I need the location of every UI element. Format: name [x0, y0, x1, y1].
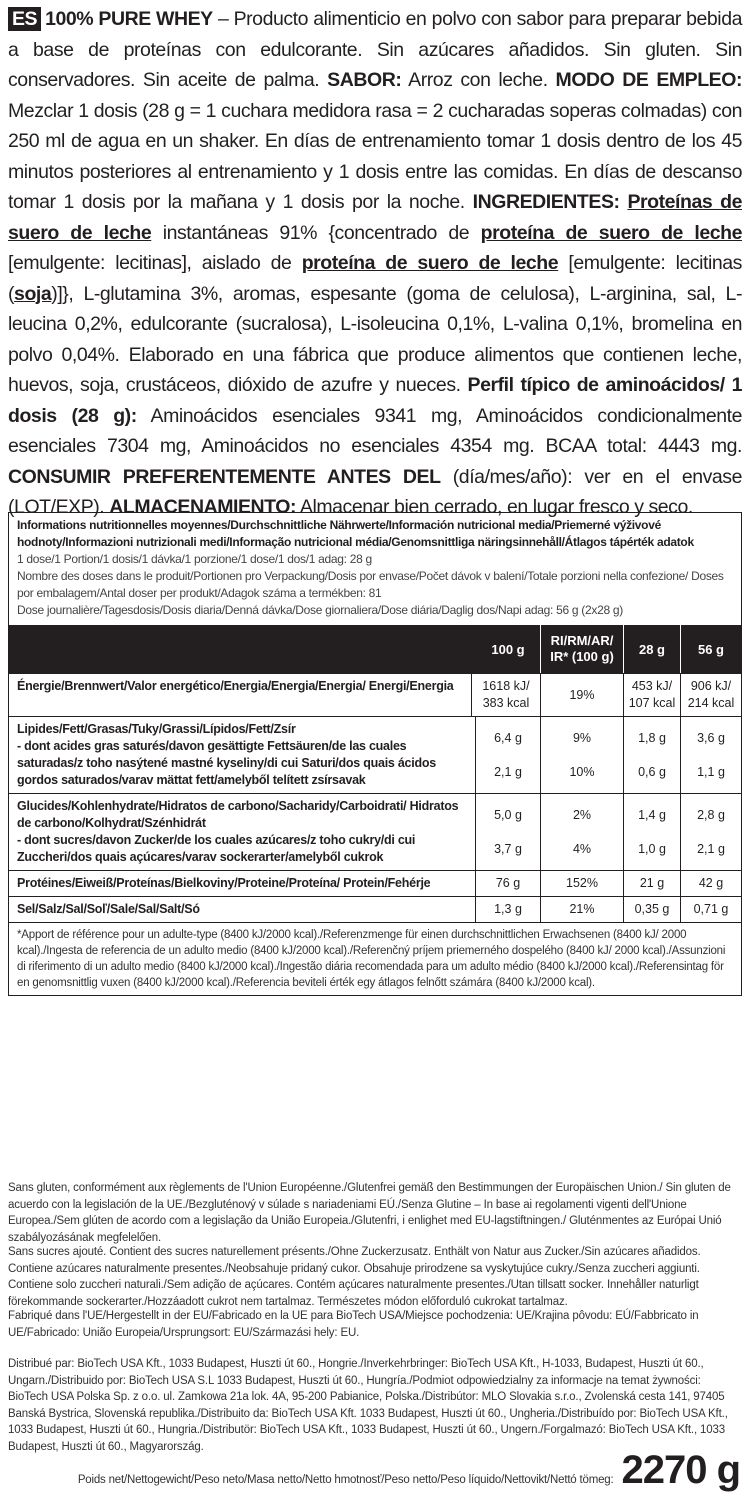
row-label: Protéines/Eiweiß/Proteínas/Bielkoviny/Proteine/Proteína/ Protein/Fehérje	[17, 876, 431, 890]
gluten-statement: Sans gluten, conformément aux règlements de l'Union Européenne./Glutenfrei gemäß den Bestimmungen der Europäischen Union./ Sin gluten de acuerdo con la legislación de la UE./Bezgluténový v súlade s nariadeniami EÚ./Senza Glutine – In base ai regolamenti vigenti dell'Unione Europea./Sem glúten de acordo com a legislação da União Europeia./Glutenfri, i enlighet med EU-lagstiftningen./ Gluténmentes az Európai Unió szabályozásának megfelelően.	[8, 1182, 731, 1244]
cell-sub-value: 2,1 g	[494, 764, 522, 779]
cell-ri	[541, 794, 624, 870]
usage-label: MODO DE EMPLEO:	[555, 69, 743, 91]
language-tag: ES	[8, 7, 41, 31]
best-before-text: (día/mes/año): ver en el envase (LOT/EXP).	[8, 465, 742, 518]
cell-sub-value: 10%	[569, 764, 595, 779]
cell-56g	[681, 794, 741, 870]
cell-ri: 152%	[541, 871, 624, 896]
cell-ri	[541, 717, 624, 793]
cell-28g	[624, 794, 681, 870]
daily-dose-info: Dose journalière/Tagesdosis/Dosis diaria/Denná dávka/Dose giornaliera/Dose diária/Daglig dos/Napi adag: 56 g (2x28 g)	[17, 603, 623, 617]
storage-text: Almacenar bien cerrado, en lugar fresco y seco.	[296, 496, 693, 518]
cell-100g	[475, 794, 541, 870]
product-description: – Producto alimenticio en polvo con sabor para preparar bebida a base de proteínas con edulcorante. Sin azúcares añadidos. Sin gluten. Sin conservadores. Sin aceite de palma.	[8, 8, 742, 91]
col-56g-header: 56 g	[697, 641, 724, 657]
usage-text: Mezclar 1 dosis (28 g = 1 cuchara medidora rasa = 2 cucharadas soperas colmadas) con 250 ml de agua en un shaker. En días de entrenamiento tomar 1 dosis dentro de los 45 minutos posteriores al entrenamiento y 1 dosis entre las comidas. En días de descanso tomar 1 dosis por la mañana y 1 dosis por la noche.	[8, 99, 742, 213]
ingredients-text-1: instantáneas 91% {concentrado de	[151, 221, 481, 244]
table-row-fat	[9, 716, 741, 793]
allergen-whey-1: Proteínas de suero de leche	[8, 191, 743, 244]
cell-100g	[475, 717, 541, 793]
amino-text: Aminoácidos esenciales 9341 mg, Aminoácidos condicionalmente esenciales 7304 mg, Aminoácidos no esenciales 4354 mg. BCAA total: 4443 mg.	[8, 404, 742, 457]
allergen-whey-2: proteína de suero de leche	[480, 221, 743, 244]
distributor-statement: Distribué par: BioTech USA Kft., 1033 Budapest, Huszti út 60., Hongrie./Inverkehrbringer: BioTech USA Kft., H-1033, Budapest, Huszti út 60., Ungarn./Distribuido por: BioTech USA S.L 1033 Budapest, Huszti út 60., Hungría./Podmiot odpowiedzialny za informacje na temat żywności: BioTech USA Polska Sp. z o.o. ul. Zamkowa 21a lok. 4A, 95-200 Pabianice, Polska./Distribútor: MLO Slovakia s.r.o., Zvolenská cesta 141, 97405 Banská Bystrica, Slovenská republika./Distribuito da: BioTech USA Kft. 1033 Budapest, Huszti út 60., Ungheria./Distribuído por: BioTech USA Kft., 1033 Budapest, Huszti út 60., Hungria./Distributör: BioTech USA Kft., 1033 Budapest, Huszti út 60., Ungern./Forgalmazó: BioTech USA Kft., 1033 Budapest, Huszti út 60., Magyarország.	[8, 1358, 728, 1453]
cell-56g: 42 g	[698, 876, 724, 890]
row-label-group	[9, 717, 475, 793]
reference-intake-footnote: *Apport de référence pour un adulte-type (8400 kJ/2000 kcal)./Referenzmenge für einen durchschnittlichen Erwachsenen (8400 kJ/ 2000 kcal)./Ingesta de referencia de un adulto medio (8400 kJ/2000 kcal)./Referenčný príjem priemerného dospelého (8400 kJ/ 2000 kcal)./Assunzioni di riferimento di un adulto medio (8400 kJ/2000 kcal)./Ingestão diária recomendada para um adulto médio (8400 kJ/2000 kcal)./Referensintag för en genomsnittlig vuxen (8400 kJ/2000 kcal)./Referencia beviteli érték egy átlagos felnőtt számára (8400 kJ/2000 kcal).	[9, 922, 741, 995]
table-row-carbs	[9, 793, 741, 870]
ingredients-label: INGREDIENTES:	[472, 191, 620, 213]
sugar-statement: Sans sucres ajouté. Contient des sucres naturellement présents./Ohne Zuckerzusatz. Enthält von Natur aus Zucker./Sin azúcares añadidos. Contiene azúcares naturalmente presentes./Neobsahuje pridaný cukor. Obsahuje prirodzene sa vyskytujúce cukry./Senza zuccheri aggiunti. Contiene solo zuccheri naturali./Sem adição de açúcares. Contém açúcares naturalmente presentes./Utan tillsatt socker. Innehåller naturligt förekommande sockerarter./Hozzáadott cukrot nem tartalmaz. Természetes módon előforduló cukrokat tartalmaz.	[8, 1246, 701, 1308]
row-label-group	[9, 794, 475, 870]
cell-sub-value: 3,7 g	[494, 841, 522, 856]
cell-value: 2%	[572, 807, 592, 822]
table-column-headers	[9, 625, 741, 673]
net-weight	[78, 1448, 740, 1493]
allergen-soy: soja	[14, 282, 52, 305]
ingredients-text-2: [emulgente: lecitinas], aislado de	[8, 252, 302, 274]
spanish-description	[8, 4, 742, 523]
cell-sub-value: 2,1 g	[697, 841, 725, 856]
product-name: 100% PURE WHEY	[45, 8, 213, 30]
cell-value: 1,8 g	[638, 730, 666, 745]
table-row-energy	[9, 673, 741, 716]
flavor-label: SABOR:	[327, 69, 402, 91]
dose-info: 1 dose/1 Portion/1 dosis/1 dávka/1 porzione/1 dose/1 dos/1 adag: 28 g	[17, 552, 372, 566]
cell-value: 3,6 g	[697, 730, 725, 745]
amino-label: Perfil típico de aminoácidos/ 1 dosis (28 g):	[8, 374, 742, 427]
cell-sub-value: 4%	[572, 841, 592, 856]
cell-ri: 21%	[541, 897, 624, 922]
cell-ri: 19%	[541, 674, 624, 716]
origin-statement: Fabriqué dans l'UE/Hergestellt in der EU/Fabricado en la UE para BioTech USA/Miejsce pochodzenia: UE/Krajina pôvodu: EÚ/Fabbricato in UE/Fabricado: União Europeia/Ursprungsort: EU/Származási hely: EU.	[8, 1310, 699, 1339]
row-label: Sel/Salz/Sal/Soľ/Sale/Sal/Salt/Só	[17, 902, 200, 916]
table-row-protein	[9, 870, 741, 896]
flavor-value: Arroz con leche.	[401, 69, 556, 91]
cell-value: 9%	[572, 730, 592, 745]
allergen-whey-3: proteína de suero de leche	[301, 252, 559, 274]
row-label: Énergie/Brennwert/Valor energético/Energia/Energia/Energia/ Energi/Energia	[17, 679, 454, 693]
cell-sub-value: 1,0 g	[638, 841, 666, 856]
cell-56g: 906 kJ/ 214 kcal	[687, 679, 735, 710]
cell-100g: 1618 kJ/ 383 kcal	[471, 674, 541, 716]
cell-28g: 21 g	[624, 871, 681, 896]
cell-100g: 76 g	[475, 871, 541, 896]
cell-sub-value: 1,1 g	[697, 764, 725, 779]
nutrition-title: Informations nutritionnelles moyennes/Durchschnittliche Nährwerte/Información nutricional media/Priemerné výživové hodnoty/Informazioni nutrizionali medi/Informação nutricional média/Genomsnittliga näringsinnehåll/Átlagos tápérték adatok	[17, 518, 694, 549]
cell-28g: 0,35 g	[624, 897, 681, 922]
cell-100g: 1,3 g	[475, 897, 541, 922]
cell-value: 2,8 g	[697, 807, 725, 822]
cell-sub-value: 0,6 g	[638, 764, 666, 779]
row-label: Lipides/Fett/Grasas/Tuky/Grassi/Lípidos/Fett/Zsír	[17, 722, 296, 736]
col-28g-header: 28 g	[624, 625, 681, 673]
cell-56g	[681, 717, 741, 793]
table-row-salt	[9, 896, 741, 922]
col-ri-header: RI/RM/AR/ IR* (100 g)	[541, 625, 624, 673]
cell-28g	[624, 717, 681, 793]
best-before-label: CONSUMIR PREFERENTEMENTE ANTES DEL	[8, 465, 441, 488]
ingredients-text-3: [emulgente: lecitinas (	[8, 252, 742, 305]
sub-row-label: - dont acides gras saturés/davon gesättigte Fettsäuren/de las cuales saturadas/z toho nasýtené mastné kyseliny/di cui Saturi/dos quais ácidos gordos saturados/varav mättat fett/amelyből telített zsírsavak	[17, 739, 436, 787]
ingredients-text-4: )]}, L-glutamina 3%, aromas, espesante (goma de celulosa), L-arginina, sal, L-leucina 0,2%, edulcorante (sucralosa), L-isoleucina 0,1%, L-valina 0,1%, bromelina en polvo 0,04%. Elaborado en una fábrica que produce alimentos que contienen leche, huevos, soja, crustáceos, dióxido de azufre y nueces.	[8, 282, 742, 396]
nutrition-header	[9, 513, 741, 625]
servings-info: Nombre des doses dans le produit/Portionen pro Verpackung/Dosis por envase/Počet dávok v balení/Totale porzioni nella confezione/ Doses por embalagem/Antal doser per produkt/Adagok száma a termékben: 81	[17, 569, 724, 600]
cell-value: 1,4 g	[638, 807, 666, 822]
cell-value: 5,0 g	[494, 807, 522, 822]
col-100g-header: 100 g	[476, 625, 541, 673]
net-weight-value: 2270 g	[621, 1448, 740, 1492]
net-weight-label: Poids net/Nettogewicht/Peso neto/Masa netto/Netto hmotnosť/Peso netto/Peso líquido/Nettovikt/Nettó tömeg:	[77, 1474, 614, 1486]
cell-value: 6,4 g	[494, 730, 522, 745]
cell-28g: 453 kJ/ 107 kcal	[624, 674, 681, 716]
row-label: Glucides/Kohlenhydrate/Hidratos de carbono/Sacharidy/Carboidrati/ Hidratos de carbono/Kolhydrat/Szénhidrát	[17, 799, 459, 830]
storage-label: ALMACENAMIENTO:	[109, 496, 297, 518]
nutrition-table	[8, 512, 742, 996]
sub-row-label: - dont sucres/davon Zucker/de los cuales azúcares/z toho cukry/di cui Zuccheri/dos quais açúcares/varav sockerarter/amelyből cukrok	[17, 833, 416, 864]
cell-56g: 0,71 g	[693, 902, 729, 916]
